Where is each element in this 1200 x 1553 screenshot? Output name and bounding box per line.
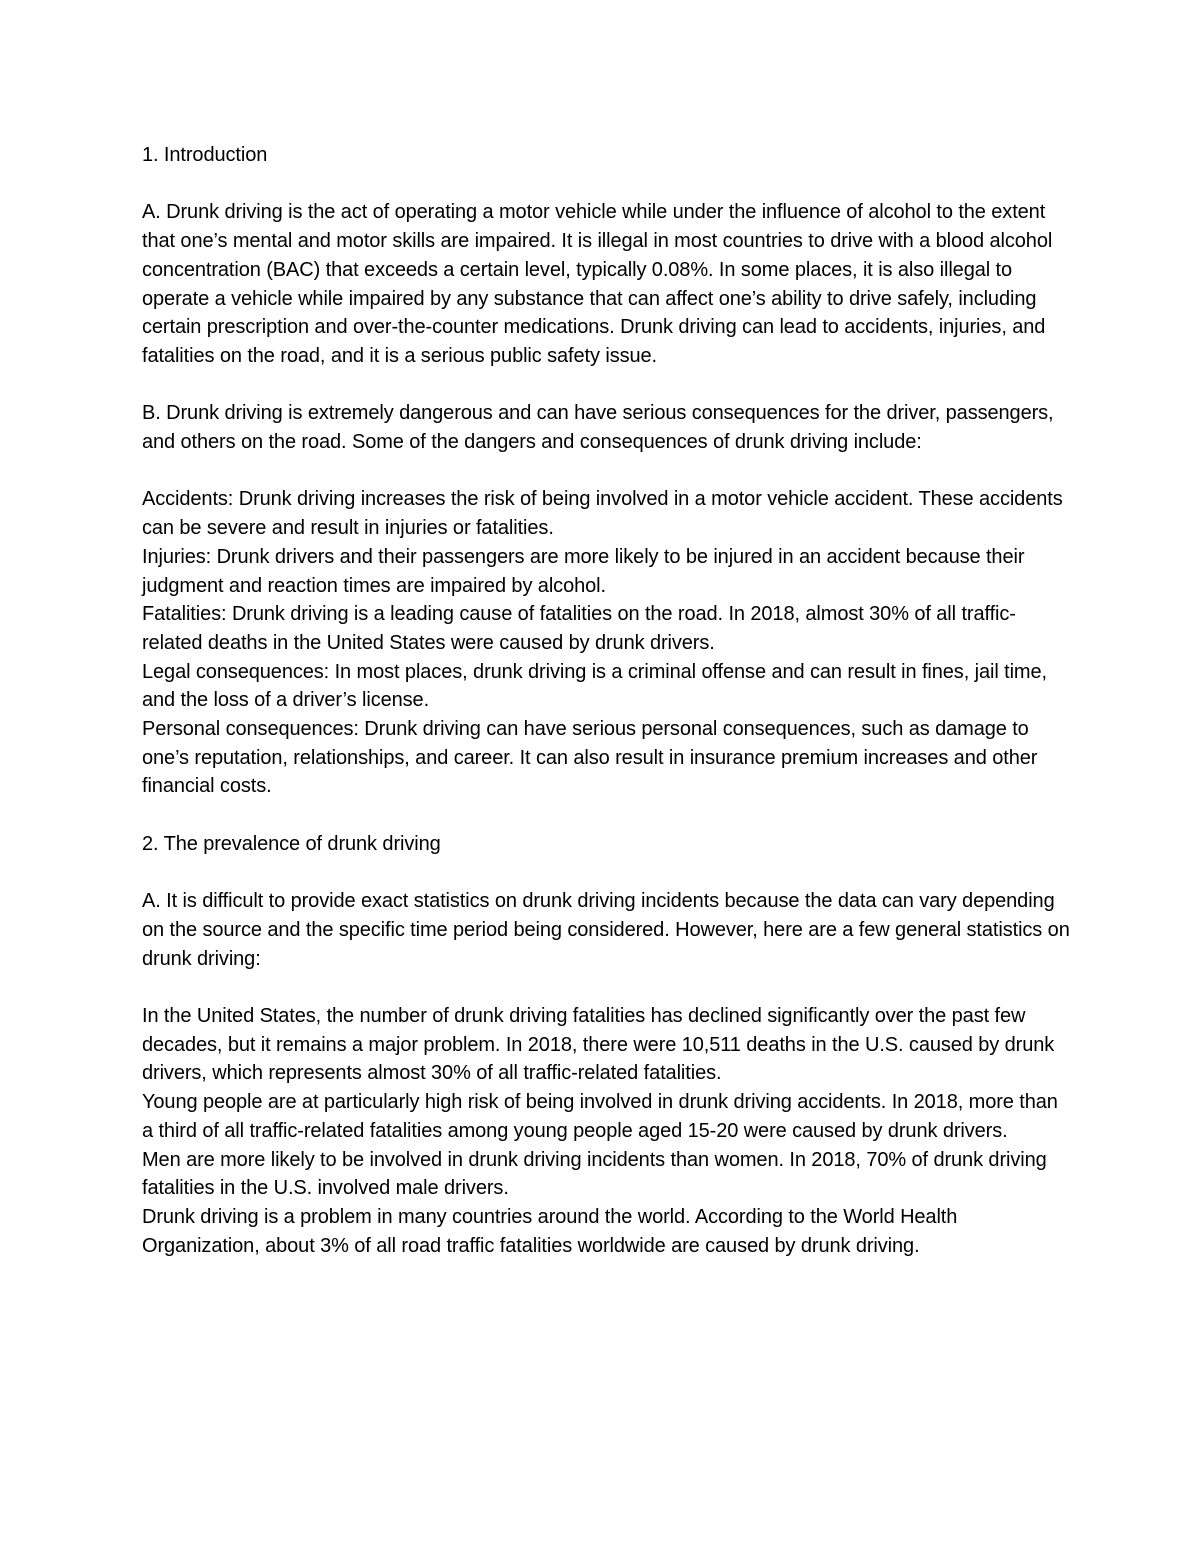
spacer [142, 170, 1072, 199]
spacer [142, 371, 1072, 400]
spacer [142, 973, 1072, 1002]
consequence-item-injuries: Injuries: Drunk drivers and their passengers are more likely to be injured in an accident because their judgment and reaction times are impaired by alcohol. [142, 545, 1025, 597]
consequence-item-accidents: Accidents: Drunk driving increases the risk of being involved in a motor vehicle accident. These accidents can be severe and result in injuries or fatalities. [142, 488, 1063, 540]
spacer [142, 801, 1072, 830]
section-1-paragraph-b: B. Drunk driving is extremely dangerous and can have serious consequences for the driver, passengers, and others on the road. Some of the dangers and consequences of drunk driving include: [142, 402, 1054, 453]
spacer [142, 859, 1072, 888]
section-2-paragraph-a: A. It is difficult to provide exact statistics on drunk driving incidents because the data can vary depending on the source and the specific time period being considered. However, here are a few general statistics on drunk driving: [142, 890, 1070, 970]
statistic-item-young-people: Young people are at particularly high risk of being involved in drunk driving accidents. In 2018, more than a third of all traffic-related fatalities among young people aged 15-20 were caused by drunk drivers. [142, 1091, 1058, 1142]
statistic-item-us-fatalities: In the United States, the number of drunk driving fatalities has declined significantly over the past few decades, but it remains a major problem. In 2018, there were 10,511 deaths in the U.S. caused by drunk drivers, which represents almost 30% of all traffic-related fatalities. [142, 1005, 1055, 1085]
consequence-item-legal: Legal consequences: In most places, drunk driving is a criminal offense and can result in fines, jail time, and the loss of a driver’s license. [142, 660, 1047, 712]
section-1-heading: 1. Introduction [142, 144, 268, 166]
document-page [142, 141, 1072, 1260]
spacer [142, 457, 1072, 486]
statistic-item-worldwide: Drunk driving is a problem in many countries around the world. According to the World Health Organization, about 3% of all road traffic fatalities worldwide are caused by drunk driving. [142, 1205, 958, 1257]
section-1-paragraph-a: A. Drunk driving is the act of operating a motor vehicle while under the influence of alcohol to the extent that one’s mental and motor skills are impaired. It is illegal in most countries to drive with a blood alcohol concentration (BAC) that exceeds a certain level, typically 0.08%. In some places, it is also illegal to operate a vehicle while impaired by any substance that can affect one’s ability to drive safely, including certain prescription and over-the-counter medications. Drunk driving can lead to accidents, injuries, and fatalities on the road, and it is a serious public safety issue. [142, 201, 1053, 367]
statistic-item-men: Men are more likely to be involved in drunk driving incidents than women. In 2018, 70% of drunk driving fatalities in the U.S. involved male drivers. [142, 1148, 1047, 1200]
section-2-heading: 2. The prevalence of drunk driving [142, 832, 441, 855]
consequence-item-personal: Personal consequences: Drunk driving can have serious personal consequences, such as damage to one’s reputation, relationships, and career. It can also result in insurance premium increases and other financial costs. [142, 718, 1038, 798]
consequence-item-fatalities: Fatalities: Drunk driving is a leading cause of fatalities on the road. In 2018, almost 30% of all traffic-related deaths in the United States were caused by drunk drivers. [142, 603, 1016, 654]
